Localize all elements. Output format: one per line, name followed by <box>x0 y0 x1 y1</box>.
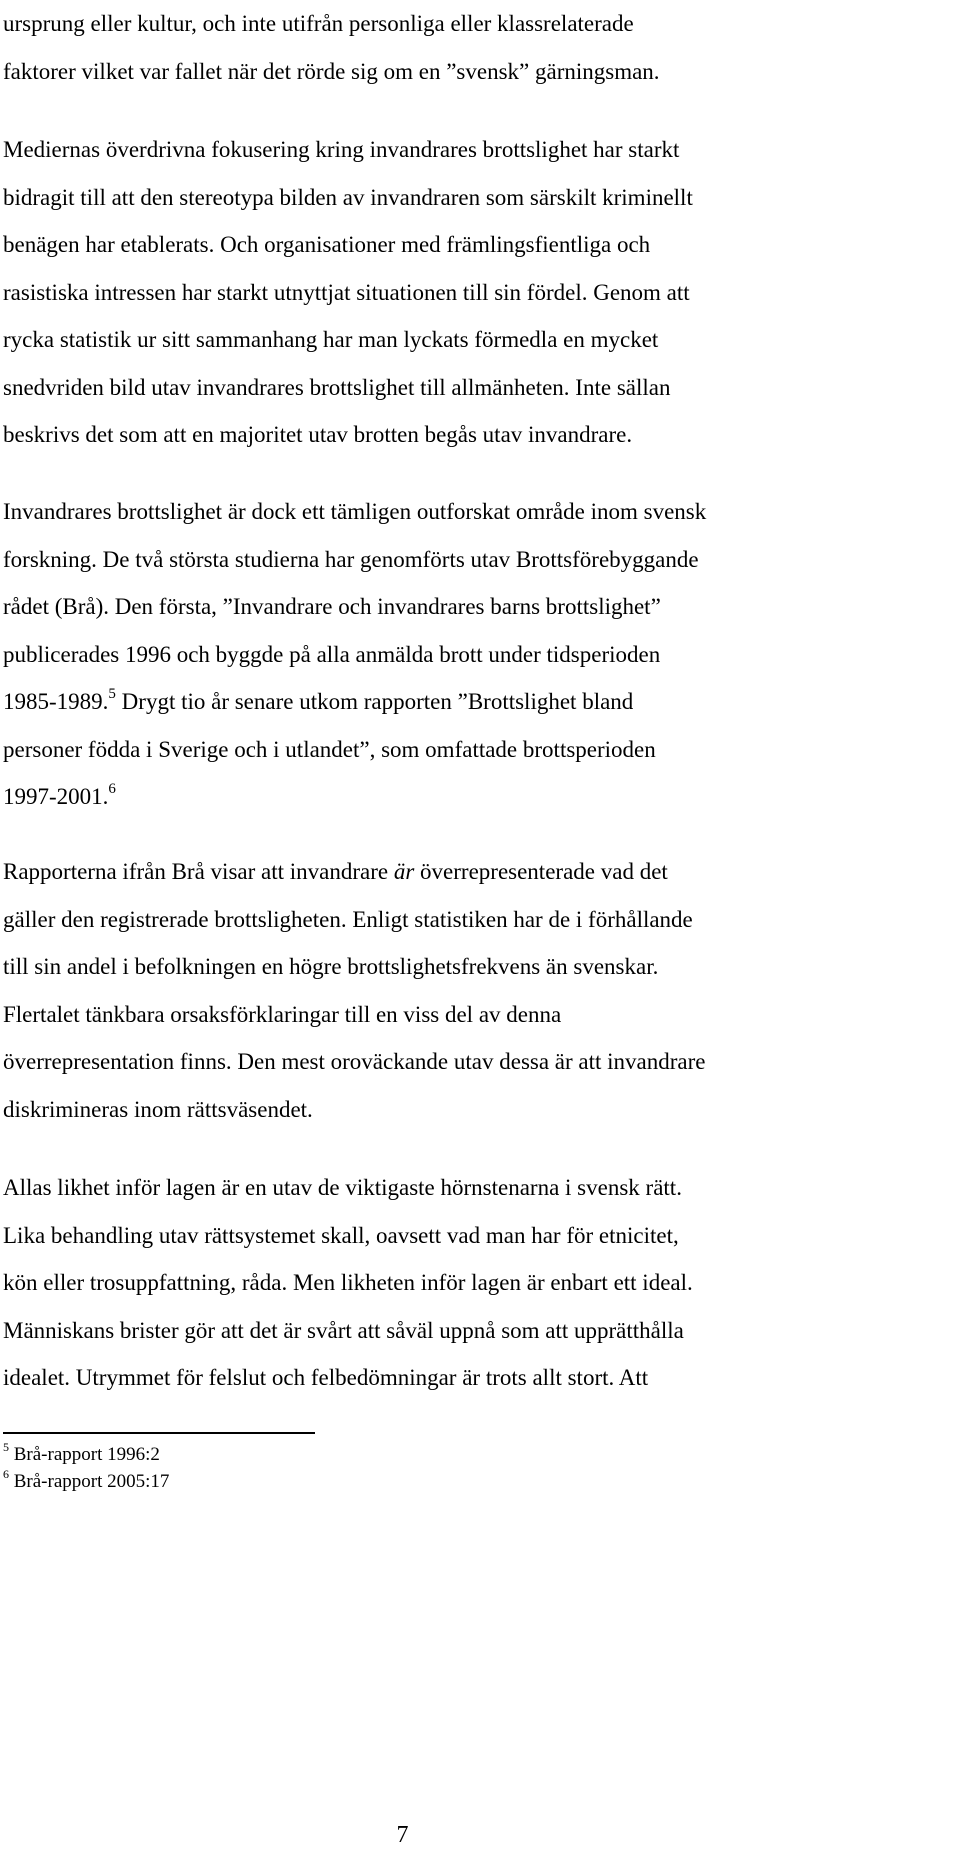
body-paragraph <box>3 0 943 95</box>
text-line: faktorer vilket var fallet när det rörde sig om en ”svensk” gärningsman. <box>3 58 660 84</box>
text-line: till sin andel i befolkningen en högre brottslighetsfrekvens än svenskar. <box>3 954 659 979</box>
text-line: Flertalet tänkbara orsaksförklaringar till en viss del av denna <box>3 1001 562 1027</box>
emphasis-text: är <box>393 859 415 884</box>
footnote-number: 6 <box>3 1467 9 1481</box>
line-text: 1985-1989. <box>3 689 109 714</box>
text-line: Invandrares brottslighet är dock ett tämligen outforskat område inom svensk <box>3 499 707 524</box>
line-text: 1997-2001. <box>3 784 109 809</box>
text-line: rycka statistik ur sitt sammanhang har man lyckats förmedla en mycket <box>3 327 659 352</box>
footnote-text: Brå-rapport 2005:17 <box>9 1471 170 1492</box>
text-line: kön eller trosuppfattning, råda. Men likheten inför lagen är enbart ett ideal. <box>3 1270 693 1295</box>
body-paragraph <box>3 488 943 821</box>
footnote-reference: 5 <box>108 686 116 702</box>
text-line: beskrivs det som att en majoritet utav brotten begås utav invandrare. <box>3 422 633 447</box>
text-line: Mediernas överdrivna fokusering kring invandrares brottslighet har starkt <box>3 137 680 162</box>
footnotes <box>3 1441 169 1495</box>
line-text: överrepresenterade vad det <box>414 859 668 884</box>
text-line: snedvriden bild utav invandrares brottslighet till allmänheten. Inte sällan <box>3 374 671 400</box>
text-line: rasistiska intressen har starkt utnyttjat situationen till sin fördel. Genom att <box>3 279 690 305</box>
text-line <box>3 678 943 726</box>
footnote-reference: 6 <box>108 781 116 797</box>
body-paragraph <box>3 1164 943 1402</box>
text-line <box>3 848 943 896</box>
footnote-divider <box>3 1432 315 1434</box>
body-paragraph <box>3 126 943 459</box>
text-line <box>3 773 943 821</box>
line-text: Drygt tio år senare utkom rapporten ”Brottslighet bland <box>115 689 634 714</box>
footnote-number: 5 <box>3 1440 9 1454</box>
text-line: Allas likhet inför lagen är en utav de viktigaste hörnstenarna i svensk rätt. <box>3 1175 682 1200</box>
text-line: forskning. De två största studierna har genomförts utav Brottsförebyggande <box>3 546 699 572</box>
text-line: ursprung eller kultur, och inte utifrån personliga eller klassrelaterade <box>3 11 634 36</box>
footnote-text: Brå-rapport 1996:2 <box>9 1444 160 1465</box>
text-line: rådet (Brå). Den första, ”Invandrare och invandrares barns brottslighet” <box>3 594 661 619</box>
text-line: gäller den registrerade brottsligheten. Enligt statistiken har de i förhållande <box>3 906 693 932</box>
text-line: Lika behandling utav rättsystemet skall, oavsett vad man har för etnicitet, <box>3 1222 679 1248</box>
text-line: publicerades 1996 och byggde på alla anmälda brott under tidsperioden <box>3 641 661 667</box>
text-line: personer födda i Sverige och i utlandet”, som omfattade brottsperioden <box>3 736 656 762</box>
text-line: bidragit till att den stereotypa bilden av invandraren som särskilt kriminellt <box>3 184 693 210</box>
text-line: överrepresentation finns. Den mest oroväckande utav dessa är att invandrare <box>3 1049 706 1074</box>
text-line: Människans brister gör att det är svårt att såväl uppnå som att upprätthålla <box>3 1317 684 1343</box>
text-line: benägen har etablerats. Och organisationer med främlingsfientliga och <box>3 232 651 257</box>
line-text: Rapporterna ifrån Brå visar att invandrare <box>3 859 394 884</box>
footnote <box>3 1441 169 1468</box>
page-number: 7 <box>396 1822 409 1848</box>
text-line: diskrimineras inom rättsväsendet. <box>3 1096 313 1122</box>
text-line: idealet. Utrymmet för felslut och felbedömningar är trots allt stort. Att <box>3 1365 649 1390</box>
footnote <box>3 1468 169 1495</box>
body-paragraph <box>3 848 943 1133</box>
